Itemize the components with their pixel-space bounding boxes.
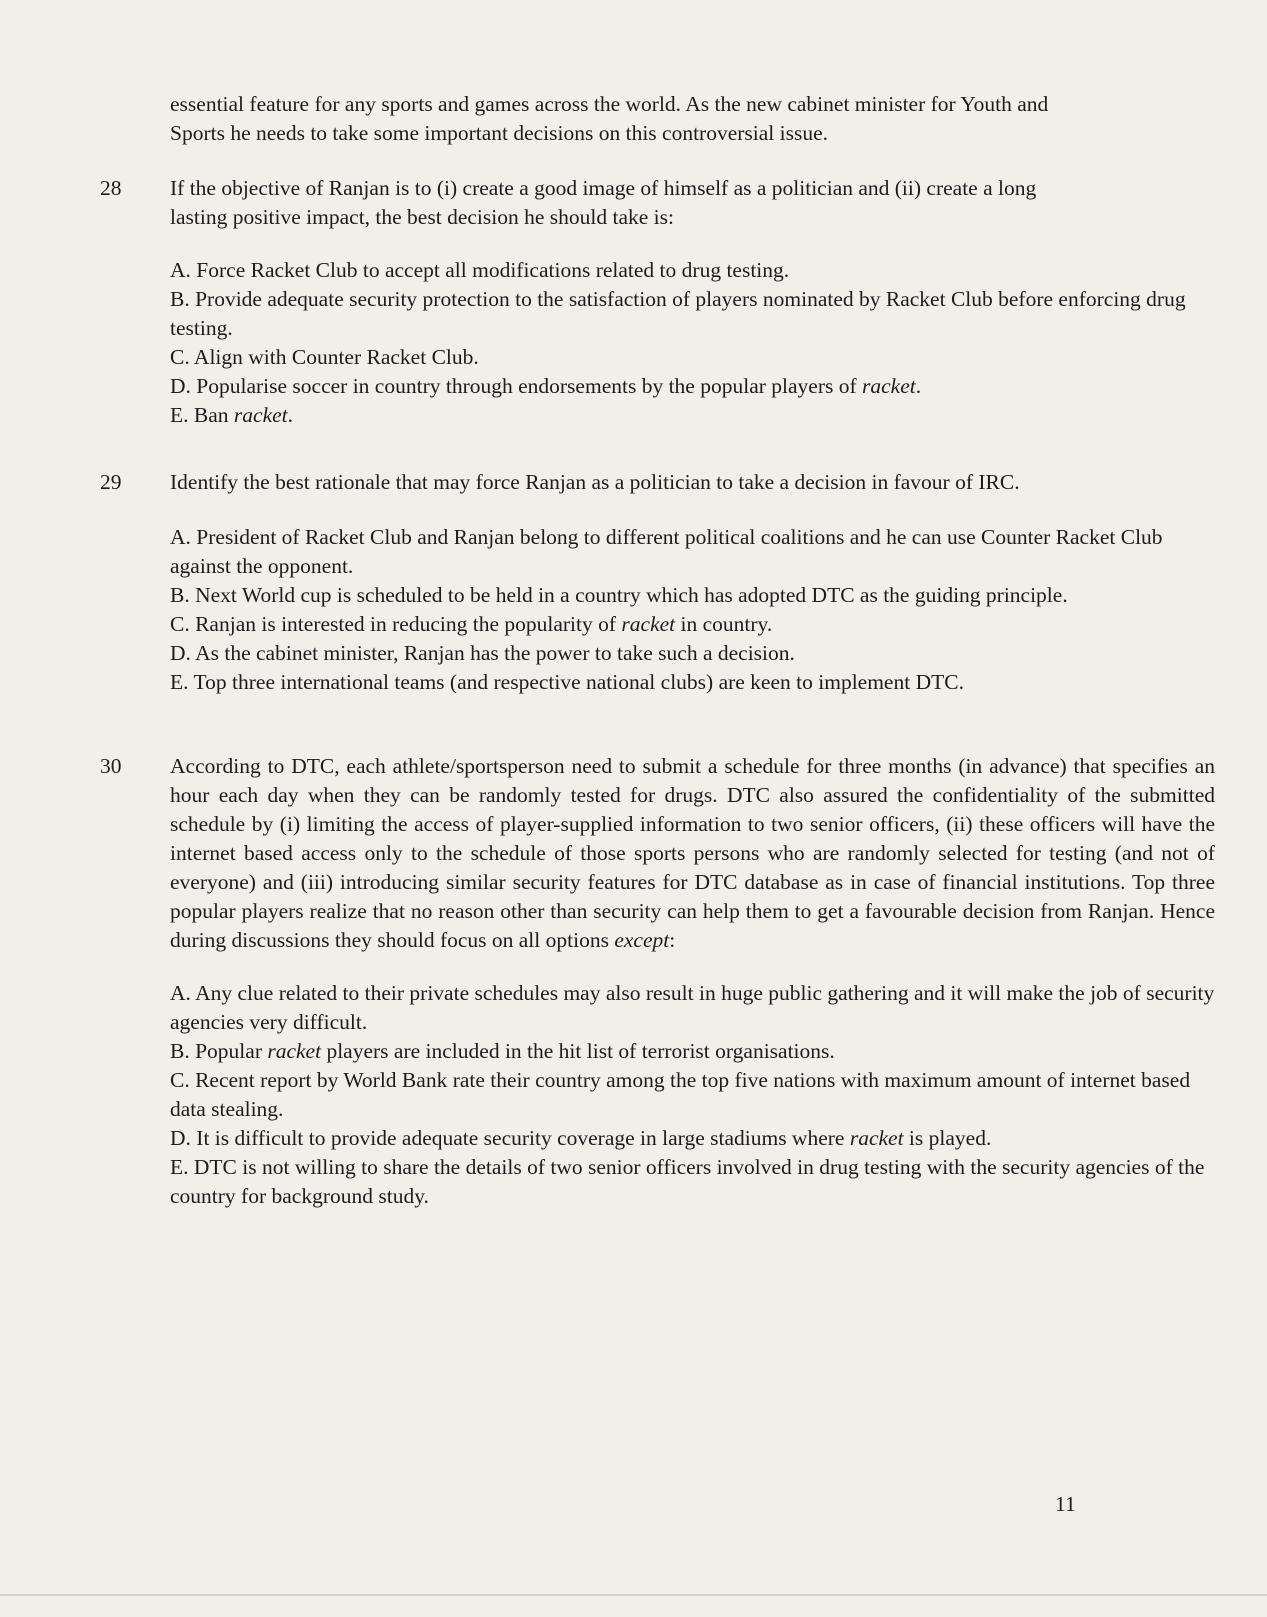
option-a: A. President of Racket Club and Ranjan belong to different political coalitions and he can use Counter Racket Club against the opponent. (170, 525, 1163, 578)
question-number: 29 (100, 470, 122, 494)
options-list (170, 256, 1215, 430)
option-c: C. Recent report by World Bank rate their country among the top five nations with maximum amount of internet based data stealing. (170, 1068, 1191, 1121)
option-e: E. Top three international teams (and respective national clubs) are keen to implement DTC. (170, 670, 964, 694)
bottom-edge-divider (0, 1594, 1267, 1596)
question-29 (100, 468, 1215, 697)
intro-line-1: essential feature for any sports and games across the world. As the new cabinet minister for Youth and (170, 92, 1049, 116)
option-a: A. Force Racket Club to accept all modifications related to drug testing. (170, 258, 790, 282)
question-stem (170, 174, 1215, 232)
option-c: C. Align with Counter Racket Club. (170, 345, 479, 369)
question-stem (170, 468, 1215, 497)
stem-line-2: lasting positive impact, the best decision he should take is: (170, 205, 674, 229)
question-28 (100, 174, 1215, 430)
option-b: B. Provide adequate security protection to the satisfaction of players nominated by Racket Club before enforcing drug testing. (170, 287, 1186, 340)
option-e: E. DTC is not willing to share the details of two senior officers involved in drug testing with the security agencies of the country for background study. (170, 1155, 1205, 1208)
question-30 (100, 752, 1215, 1211)
intro-line-2: Sports he needs to take some important decisions on this controversial issue. (170, 121, 829, 145)
options-list (170, 979, 1215, 1211)
intro-paragraph (170, 90, 1210, 148)
option-e: E. Ban racket. (170, 403, 293, 427)
option-c: C. Ranjan is interested in reducing the popularity of racket in country. (170, 612, 773, 636)
options-list (170, 523, 1215, 697)
option-a: A. Any clue related to their private schedules may also result in huge public gathering and it will make the job of security agencies very difficult. (170, 981, 1215, 1034)
question-stem: According to DTC, each athlete/sportsperson need to submit a schedule for three months (in advance) that specifies an hour each day when they can be randomly tested for drugs. DTC also assured the confidentiality of the submitted schedule by (i) limiting the access of player-supplied information to two senior officers, (ii) these officers will have the internet based access only to the schedule of those sports persons who are randomly selected for testing (and not of everyone) and (iii) introducing similar security features for DTC database as in case of financial institutions. Top three popular players realize that no reason other than security can help them to get a favourable decision from Ranjan. Hence during discussions they should focus on all options except: (170, 754, 1215, 952)
option-d: D. Popularise soccer in country through endorsements by the popular players of racket. (170, 374, 922, 398)
stem-line-1: Identify the best rationale that may force Ranjan as a politician to take a decision in favour of IRC. (170, 470, 1020, 494)
option-b: B. Popular racket players are included in the hit list of terrorist organisations. (170, 1039, 835, 1063)
stem-line-1: If the objective of Ranjan is to (i) create a good image of himself as a politician and (ii) create a long (170, 176, 1037, 200)
option-d: D. As the cabinet minister, Ranjan has the power to take such a decision. (170, 641, 795, 665)
question-number: 28 (100, 176, 122, 200)
option-d: D. It is difficult to provide adequate security coverage in large stadiums where racket is played. (170, 1126, 992, 1150)
page-number: 11 (1055, 1492, 1076, 1516)
option-b: B. Next World cup is scheduled to be held in a country which has adopted DTC as the guiding principle. (170, 583, 1068, 607)
question-number: 30 (100, 754, 122, 778)
